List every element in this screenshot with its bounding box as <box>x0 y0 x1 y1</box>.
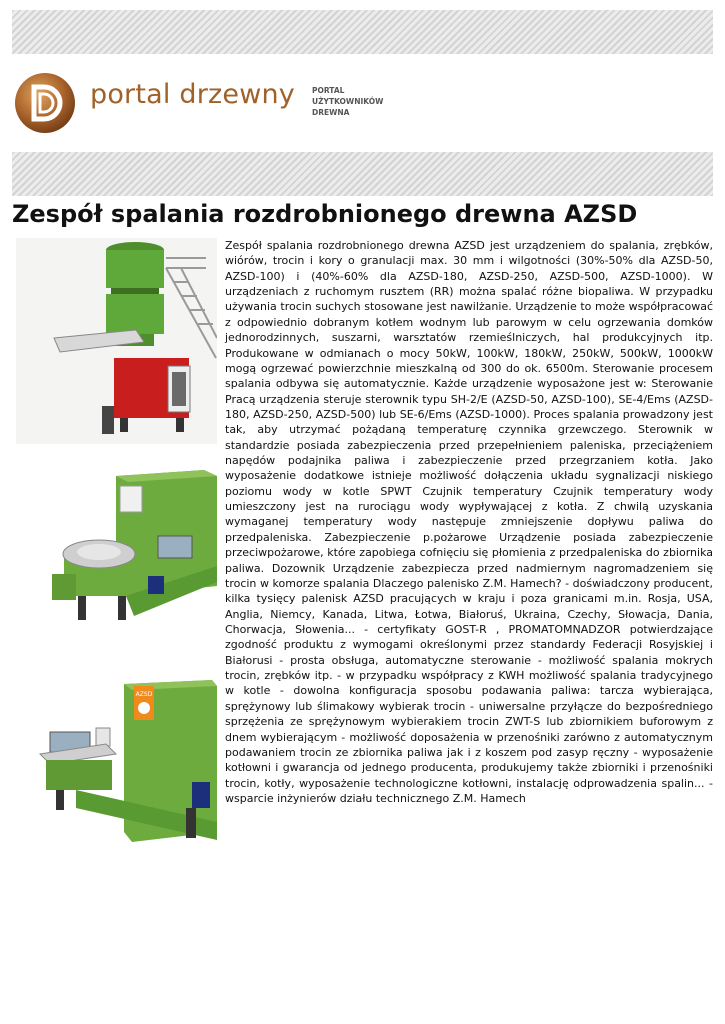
top-decorative-bar <box>12 10 713 54</box>
furnace-photo-3 <box>16 672 217 872</box>
tagline-line: UŻYTKOWNIKÓW <box>312 97 384 106</box>
furnace-photo-1 <box>16 238 217 444</box>
tagline-line: PORTAL <box>312 86 345 95</box>
furnace-photo-2 <box>16 456 217 662</box>
logo-mark-icon <box>14 72 76 134</box>
sticker-label: AZSD <box>135 691 153 698</box>
article-title: Zespół spalania rozdrobnionego drewna AZSD <box>12 200 638 228</box>
site-logo[interactable] <box>14 72 434 134</box>
tagline-line: DREWNA <box>312 108 350 117</box>
brand-name: portal drzewny <box>90 79 295 110</box>
brand-tagline <box>312 85 422 118</box>
section-decorative-bar <box>12 152 713 196</box>
article-body: Zespół spalania rozdrobnionego drewna AZSD jest urządzeniem do spalania, zrębków, wiórów, trocin i kory o granulacji max. 30 mm i wilgotności (30%-50% dla AZSD-50, AZSD-100) i (40%-60% dla AZSD-180, AZSD-250, AZSD-500, AZSD-1000). W urządzeniach z ruchomym rusztem (RR) można spalać różne biopaliwa. W przypadku używania trocin suchych stosowane jest nawilżanie. Urządzenie to może współpracować z odpowiednio dobranym kotłem wodnym lub parowym w celu ogrzewania domków jednorodzinnych, suszarni, warsztatów rzemieślniczych, hal produkcyjnych itp. Produkowane w odmianach o mocy 50kW, 100kW, 180kW, 250kW, 500kW, 1000kW mogą ogrzewać powierzchnie mieszkalną od 300 do ok. 6500m. Sterowanie procesem spalania odbywa się automatycznie. Każde urządzenie wyposażone jest w: Sterowanie Pracą urządzenia steruje sterownik typu SH-2/E (AZSD-50, AZSD-100), SE-4/Ems (AZSD-180, AZSD-250, AZSD-500) lub SE-6/Ems (AZSD-1000). Proces spalania prowadzony jest tak, aby utrzymać pożądaną temperaturę czynnika grzewczego. Sterownik w standardzie posiada zabezpieczenia przed przepełnieniem paleniska, przeciążeniem napędów podajnika paliwa i zabezpieczenie przed przegrzaniem kotła. Jako wyposażenie dodatkowe istnieje możliwość dołączenia układu sygnalizacji niskiego poziomu wody w kotle SPWT Czujnik temperatury Czujnik temperatury wody umieszczony jest na rurociągu wody wypływającej z kotła. Z chwilą uzyskania wymaganej temperatury wody następuje zmniejszenie dopływu paliwa do przedpaleniska. Zabezpieczenie p.pożarowe Urządzenie posiada zabezpieczenie przeciwpożarowe, które zapobiega cofnięciu się płomienia z przedpaleniska do zbiornika paliwa. Dozownik Urządzenie zabezpiecza przed nadmiernym nagromadzeniem się trocin w komorze spalania Dlaczego palenisko Z.M. Hamech? - doświadczony producent, kilka tysięcy palenisk AZSD pracujących w kraju i poza granicami m.in. Rosja, USA, Anglia, Niemcy, Kanada, Litwa, Łotwa, Białoruś, Ukraina, Czechy, Słowacja, Dania, Chorwacja, Słowenia... - certyfikaty GOST-R , PROMATOMNADZOR potwierdzające zgodność produktu z wymogami określonymi przez standardy Federacji Rosyjskiej i Białorusi - prosta obsługa, automatyczne sterowanie - możliwość spalania mokrych trocin, zrębków itp. - w przypadku współpracy z KWH możliwość spalania tradycyjnego w kotle - dowolna konfiguracja sposobu podawania paliwa: tarcza wybierająca, sprężynowy lub ślimakowy wybierak trocin - uniwersalne przyłącze do bezpośredniego sprzężenia ze sprężynowym wybierakiem trocin ZWT-S lub zbiornikiem buforowym z dnem wybierającym - możliwość doposażenia w przenośniki zarówno z automatycznym podawaniem trocin ze zbiornika paliwa jak i z koszem pod zasyp ręczny - wyposażenie kotłowni i gwarancja od jednego producenta, produkujemy także zbiorniki i przenośniki trocin, kotły, wyposażenie technologiczne kotłowni, instalację odprowadzenia spalin... - wsparcie inżynierów działu technicznego Z.M. Hamech <box>225 239 713 805</box>
